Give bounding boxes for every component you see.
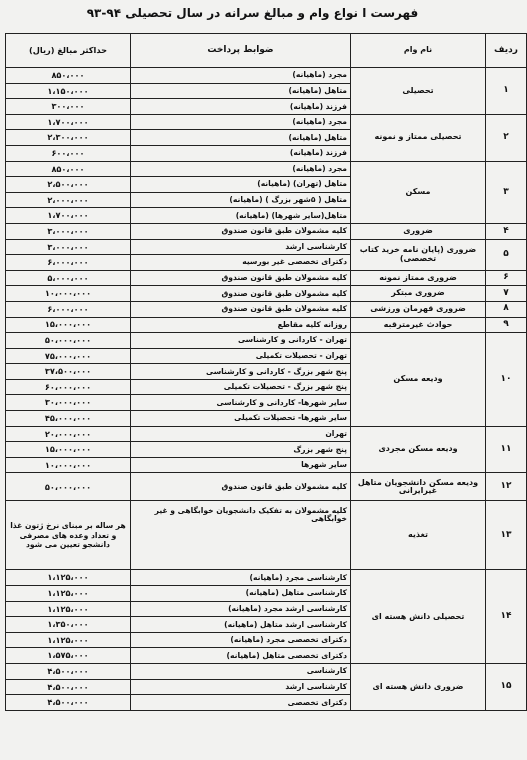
rule-cell: تهران - تحصیلات تکمیلی [131,348,351,364]
amount-cell: ۱،۷۰۰،۰۰۰ [6,114,131,130]
table-row [6,114,527,130]
amount-cell: ۲،۳۰۰،۰۰۰ [6,130,131,146]
loan-name: تحصیلی ممتاز و نمونه [351,114,486,161]
table-row [6,301,527,317]
amount-cell: ۱،۳۵۰،۰۰۰ [6,617,131,633]
header-name: نام وام [351,34,486,68]
row-index: ۱۱ [486,426,527,473]
table-row [6,270,527,286]
loan-name: ضروری (پایان نامه خرید کتاب تخصصی) [351,239,486,270]
amount-cell: ۵،۰۰۰،۰۰۰ [6,270,131,286]
rule-cell: پنج شهر بزرگ - تحصیلات تکمیلی [131,379,351,395]
rule-cell: سایر شهرها [131,457,351,473]
rule-cell: مجرد (ماهیانه) [131,161,351,177]
loan-name: ودیعه مسکن مجردی [351,426,486,473]
rule-cell: پنج شهر بزرگ - کاردانی و کارشناسی [131,364,351,380]
row-index: ۱۴ [486,570,527,664]
amount-cell: ۸۵۰،۰۰۰ [6,161,131,177]
rule-cell: سایر شهرها- تحصیلات تکمیلی [131,411,351,427]
loan-name: ضروری مبتکر [351,286,486,302]
rule-cell: دکترای تخصصی متاهل (ماهیانه) [131,648,351,664]
amount-cell: ۲،۰۰۰،۰۰۰ [6,192,131,208]
rule-cell: کلیه مشمولان طبق قانون صندوق [131,223,351,239]
row-index: ۵ [486,239,527,270]
amount-cell: ۸۵۰،۰۰۰ [6,68,131,84]
amount-cell: ۳،۰۰۰،۰۰۰ [6,239,131,255]
loan-name: مسکن [351,161,486,223]
rule-cell: کلیه مشمولان طبق قانون صندوق [131,473,351,501]
loan-name: ودیعه مسکن دانشجویان متاهل غیرایرانی [351,473,486,501]
table-row [6,570,527,586]
loan-name: تحصیلی دانش هسته ای [351,570,486,664]
amount-cell: ۱۵،۰۰۰،۰۰۰ [6,317,131,333]
rule-cell: سایر شهرها- کاردانی و کارشناسی [131,395,351,411]
rule-cell: کلیه مشمولان طبق قانون صندوق [131,286,351,302]
amount-cell: ۵۰،۰۰۰،۰۰۰ [6,333,131,349]
rule-cell: کارشناسی مجرد (ماهیانه) [131,570,351,586]
amount-cell: ۶،۰۰۰،۰۰۰ [6,255,131,271]
header-rules: ضوابط پرداخت [131,34,351,68]
amount-cell: ۷۵،۰۰۰،۰۰۰ [6,348,131,364]
row-index: ۱ [486,68,527,115]
amount-cell: ۳۰،۰۰۰،۰۰۰ [6,395,131,411]
table-row [6,239,527,255]
amount-cell: ۳۷،۵۰۰،۰۰۰ [6,364,131,380]
amount-cell: ۵۰،۰۰۰،۰۰۰ [6,473,131,501]
table-header-row [6,34,527,68]
row-index: ۲ [486,114,527,161]
rule-cell: متاهل (تهران) (ماهیانه) [131,177,351,193]
amount-cell: ۲،۵۰۰،۰۰۰ [6,177,131,193]
amount-cell: ۱،۱۲۵،۰۰۰ [6,632,131,648]
amount-note-cell: هر ساله بر مبنای نرخ ژتون غذا و تعداد وعده های مصرفی دانشجو تعیین می شود [6,501,131,570]
loan-name: تغذیه [351,501,486,570]
row-index: ۱۰ [486,333,527,427]
table-row [6,68,527,84]
amount-cell: ۴،۵۰۰،۰۰۰ [6,679,131,695]
rule-cell: کارشناسی [131,664,351,680]
rule-cell: تهران [131,426,351,442]
table-row [6,317,527,333]
amount-cell: ۶۰۰،۰۰۰ [6,145,131,161]
table-row [6,501,527,570]
loan-name: تحصیلی [351,68,486,115]
table-row [6,223,527,239]
rule-cell: کلیه مشمولان به تفکیک دانشجویان خوابگاهی و غیر خوابگاهی [131,501,351,570]
amount-cell: ۱،۱۲۵،۰۰۰ [6,570,131,586]
loan-name: ودیعه مسکن [351,333,486,427]
amount-cell: ۴۵،۰۰۰،۰۰۰ [6,411,131,427]
rule-cell: کارشناسی ارشد [131,679,351,695]
rule-cell: کارشناسی ارشد مجرد (ماهیانه) [131,601,351,617]
amount-cell: ۱،۱۵۰،۰۰۰ [6,83,131,99]
row-index: ۱۲ [486,473,527,501]
row-index: ۸ [486,301,527,317]
rule-cell: متاهل (ماهیانه) [131,130,351,146]
loan-name: ضروری قهرمان ورزشی [351,301,486,317]
rule-cell: تهران - کاردانی و کارشناسی [131,333,351,349]
amount-cell: ۱۵،۰۰۰،۰۰۰ [6,442,131,458]
loan-name: حوادث غیرمترقبه [351,317,486,333]
rule-cell: کارشناسی ارشد متاهل (ماهیانه) [131,617,351,633]
amount-cell: ۳،۰۰۰،۰۰۰ [6,223,131,239]
header-amount: حداکثر مبالغ (ریال) [6,34,131,68]
table-row [6,161,527,177]
table-row [6,286,527,302]
rule-cell: روزانه کلیه مقاطع [131,317,351,333]
amount-cell: ۱۰،۰۰۰،۰۰۰ [6,457,131,473]
row-index: ۹ [486,317,527,333]
rule-cell: متاهل ( ۵شهر بزرگ ) (ماهیانه) [131,192,351,208]
table-row [6,473,527,501]
amount-cell: ۱،۱۲۵،۰۰۰ [6,586,131,602]
row-index: ۳ [486,161,527,223]
row-index: ۷ [486,286,527,302]
loan-name: ضروری ممتاز نمونه [351,270,486,286]
rule-cell: متاهل (ماهیانه) [131,83,351,99]
amount-cell: ۴،۵۰۰،۰۰۰ [6,664,131,680]
row-index: ۱۵ [486,664,527,711]
amount-cell: ۲۰،۰۰۰،۰۰۰ [6,426,131,442]
loan-name: ضروری [351,223,486,239]
table-row [6,664,527,680]
row-index: ۱۳ [486,501,527,570]
rule-cell: کارشناسی متاهل (ماهیانه) [131,586,351,602]
row-index: ۴ [486,223,527,239]
table-row [6,333,527,349]
rule-cell: فرزند (ماهیانه) [131,99,351,115]
rule-cell: مجرد (ماهیانه) [131,68,351,84]
amount-cell: ۴،۵۰۰،۰۰۰ [6,695,131,711]
amount-cell: ۳۰۰،۰۰۰ [6,99,131,115]
amount-cell: ۱،۱۲۵،۰۰۰ [6,601,131,617]
row-index: ۶ [486,270,527,286]
loan-name: ضروری دانش هسته ای [351,664,486,711]
amount-cell: ۱۰،۰۰۰،۰۰۰ [6,286,131,302]
rule-cell: کلیه مشمولان طبق قانون صندوق [131,301,351,317]
amount-cell: ۱،۵۷۵،۰۰۰ [6,648,131,664]
amount-cell: ۱،۷۰۰،۰۰۰ [6,208,131,224]
page-title: فهرست ا نواع وام و مبالغ سرانه در سال تحصیلی ۹۴-۹۳ [86,6,419,20]
table-row [6,426,527,442]
rule-cell: پنج شهر بزرگ [131,442,351,458]
amount-cell: ۶،۰۰۰،۰۰۰ [6,301,131,317]
rule-cell: مجرد (ماهیانه) [131,114,351,130]
rule-cell: فرزند (ماهیانه) [131,145,351,161]
amount-cell: ۶۰،۰۰۰،۰۰۰ [6,379,131,395]
rule-cell: دکترای تخصصی غیر بورسیه [131,255,351,271]
rule-cell: دکترای تخصصی مجرد (ماهیانه) [131,632,351,648]
rule-cell: دکترای تخصصی [131,695,351,711]
rule-cell: متاهل(سایر شهرها) (ماهیانه) [131,208,351,224]
loan-table [5,33,527,711]
header-index: ردیف [486,34,527,68]
rule-cell: کلیه مشمولان طبق قانون صندوق [131,270,351,286]
rule-cell: کارشناسی ارشد [131,239,351,255]
